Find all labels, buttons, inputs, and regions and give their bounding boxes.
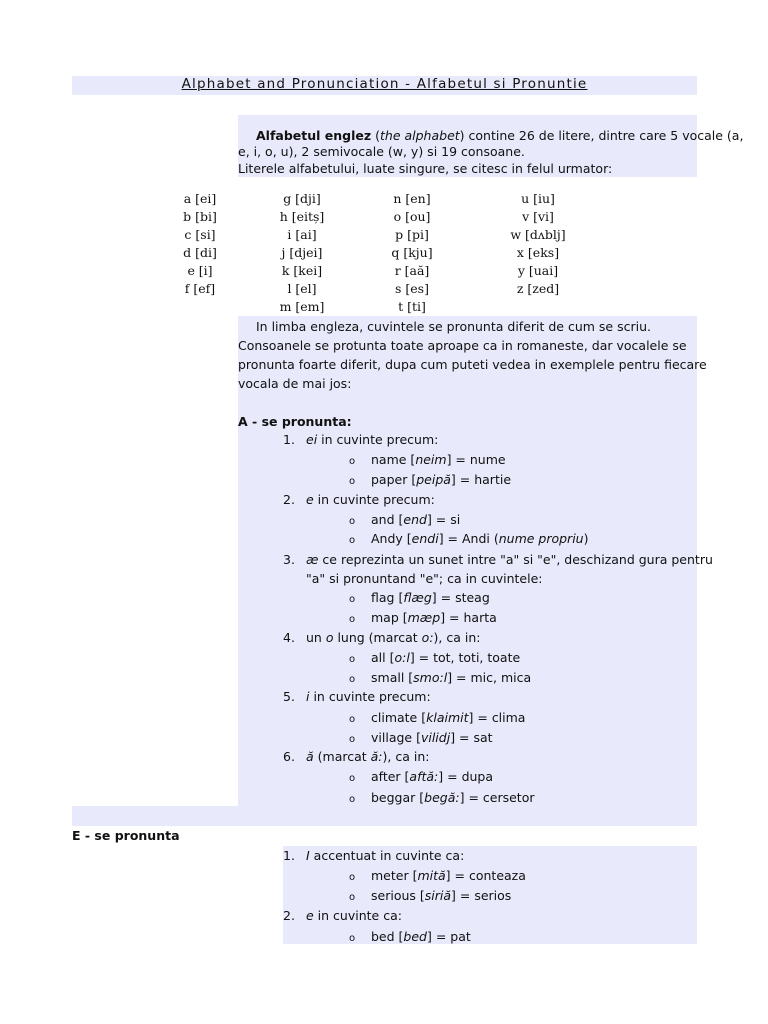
alphabet-col-1 — [170, 190, 230, 298]
letter: f [ef] — [184, 281, 216, 296]
letter: a [ei] — [183, 191, 217, 206]
intro-line-3: Literele alfabetului, luate singure, se citesc in felul urmator: — [238, 161, 613, 176]
intro-bold: Alfabetul englez — [256, 128, 372, 143]
a-item-2: 2. e in cuvinte precum: — [283, 492, 435, 507]
bullet-icon: o — [349, 476, 356, 487]
letter: o [ou] — [393, 209, 431, 224]
intro-italic: the alphabet — [380, 128, 460, 143]
bullet-item: o bed [bed] = pat — [349, 929, 471, 944]
letter: z [zed] — [516, 281, 560, 296]
bullet-icon: o — [349, 654, 356, 665]
letter: r [aă] — [394, 263, 430, 278]
e-item-2: 2. e in cuvinte ca: — [283, 908, 402, 923]
bullet-item: o map [mæp] = harta — [349, 610, 497, 625]
letter: t [ti] — [398, 299, 426, 314]
intro-line-1: Alfabetul englez (the alphabet) contine 26 de litere, dintre care 5 vocale (a, — [256, 128, 744, 143]
a-item-5: 5. i in cuvinte precum: — [283, 689, 431, 704]
section-gap-band — [72, 806, 697, 826]
bullet-icon: o — [349, 594, 356, 605]
letter: y [uai] — [517, 263, 559, 278]
letter: u [iu] — [521, 191, 555, 206]
bullet-item: o Andy [endi] = Andi (nume propriu) — [349, 531, 589, 546]
bullet-item: o all [o:l] = tot, toti, toate — [349, 650, 521, 665]
letter: p [pi] — [395, 227, 429, 242]
a-item-3-cont: "a" si pronuntand "e"; ca in cuvintele: — [306, 571, 543, 586]
letter: q [kju] — [391, 245, 433, 260]
bullet-icon: o — [349, 892, 356, 903]
bullet-item: o paper [peipă] = hartie — [349, 472, 512, 487]
letter: i [ai] — [287, 227, 317, 242]
bullet-icon: o — [349, 773, 356, 784]
bullet-icon: o — [349, 456, 356, 467]
a-item-4: 4. un o lung (marcat o:), ca in: — [283, 630, 481, 645]
bullet-item: o name [neim] = nume — [349, 452, 506, 467]
letter: d [di] — [183, 245, 217, 260]
a-item-1: 1. ei in cuvinte precum: — [283, 432, 439, 447]
bullet-icon: o — [349, 535, 356, 546]
bullet-icon: o — [349, 933, 356, 944]
e-item-1: 1. I accentuat in cuvinte ca: — [283, 848, 465, 863]
bullet-icon: o — [349, 794, 356, 805]
letter: g [dji] — [283, 191, 321, 206]
bullet-item: o small [smo:l] = mic, mica — [349, 670, 532, 685]
letter: h [eitș] — [279, 209, 325, 224]
letter: j [djei] — [281, 245, 323, 260]
bullet-icon: o — [349, 674, 356, 685]
letter: w [dʌblj] — [510, 227, 566, 242]
e-section-heading: E - se pronunta — [72, 828, 180, 843]
alphabet-col-3 — [372, 190, 452, 316]
bullet-item: o climate [klaimit] = clima — [349, 710, 526, 725]
a-item-6: 6. ă (marcat ă:), ca in: — [283, 749, 430, 764]
a-section-heading: A - se pronunta: — [238, 414, 352, 429]
page-title: Alphabet and Pronunciation - Alfabetul si Pronuntie — [181, 76, 588, 92]
paragraph-line-4: vocala de mai jos: — [238, 376, 352, 391]
bullet-item: o flag [flæg] = steag — [349, 590, 490, 605]
paragraph-line-1: In limba engleza, cuvintele se pronunta diferit de cum se scriu. — [256, 319, 651, 334]
letter: v [vi] — [522, 209, 554, 224]
letter: n [en] — [393, 191, 431, 206]
alphabet-col-4 — [494, 190, 582, 298]
bullet-item: o village [vilidj] = sat — [349, 730, 493, 745]
bullet-icon: o — [349, 734, 356, 745]
paragraph-line-2: Consoanele se protunta toate aproape ca in romaneste, dar vocalele se — [238, 338, 687, 353]
bullet-icon: o — [349, 872, 356, 883]
letter: k [kei] — [281, 263, 323, 278]
paragraph-line-3: pronunta foarte diferit, dupa cum puteti vedea in exemplele pentru fiecare — [238, 357, 707, 372]
letter: l [el] — [287, 281, 317, 296]
letter: b [bi] — [183, 209, 217, 224]
bullet-icon: o — [349, 614, 356, 625]
intro-line-2: e, i, o, u), 2 semivocale (w, y) si 19 consoane. — [238, 144, 525, 159]
letter: x [eks] — [516, 245, 560, 260]
bullet-item: o after [aftă:] = dupa — [349, 769, 494, 784]
letter: s [es] — [395, 281, 429, 296]
letter: m [em] — [279, 299, 325, 314]
bullet-item: o and [end] = si — [349, 512, 461, 527]
bullet-item: o serious [siriă] = serios — [349, 888, 512, 903]
bullet-item: o meter [mită] = conteaza — [349, 868, 526, 883]
letter: e [i] — [187, 263, 213, 278]
bullet-icon: o — [349, 516, 356, 527]
bullet-icon: o — [349, 714, 356, 725]
letter: c [si] — [184, 227, 216, 242]
bullet-item: o beggar [begă:] = cersetor — [349, 790, 535, 805]
alphabet-col-2 — [262, 190, 342, 316]
a-item-3: 3. æ ce reprezinta un sunet intre "a" si "e", deschizand gura pentru — [283, 552, 713, 567]
